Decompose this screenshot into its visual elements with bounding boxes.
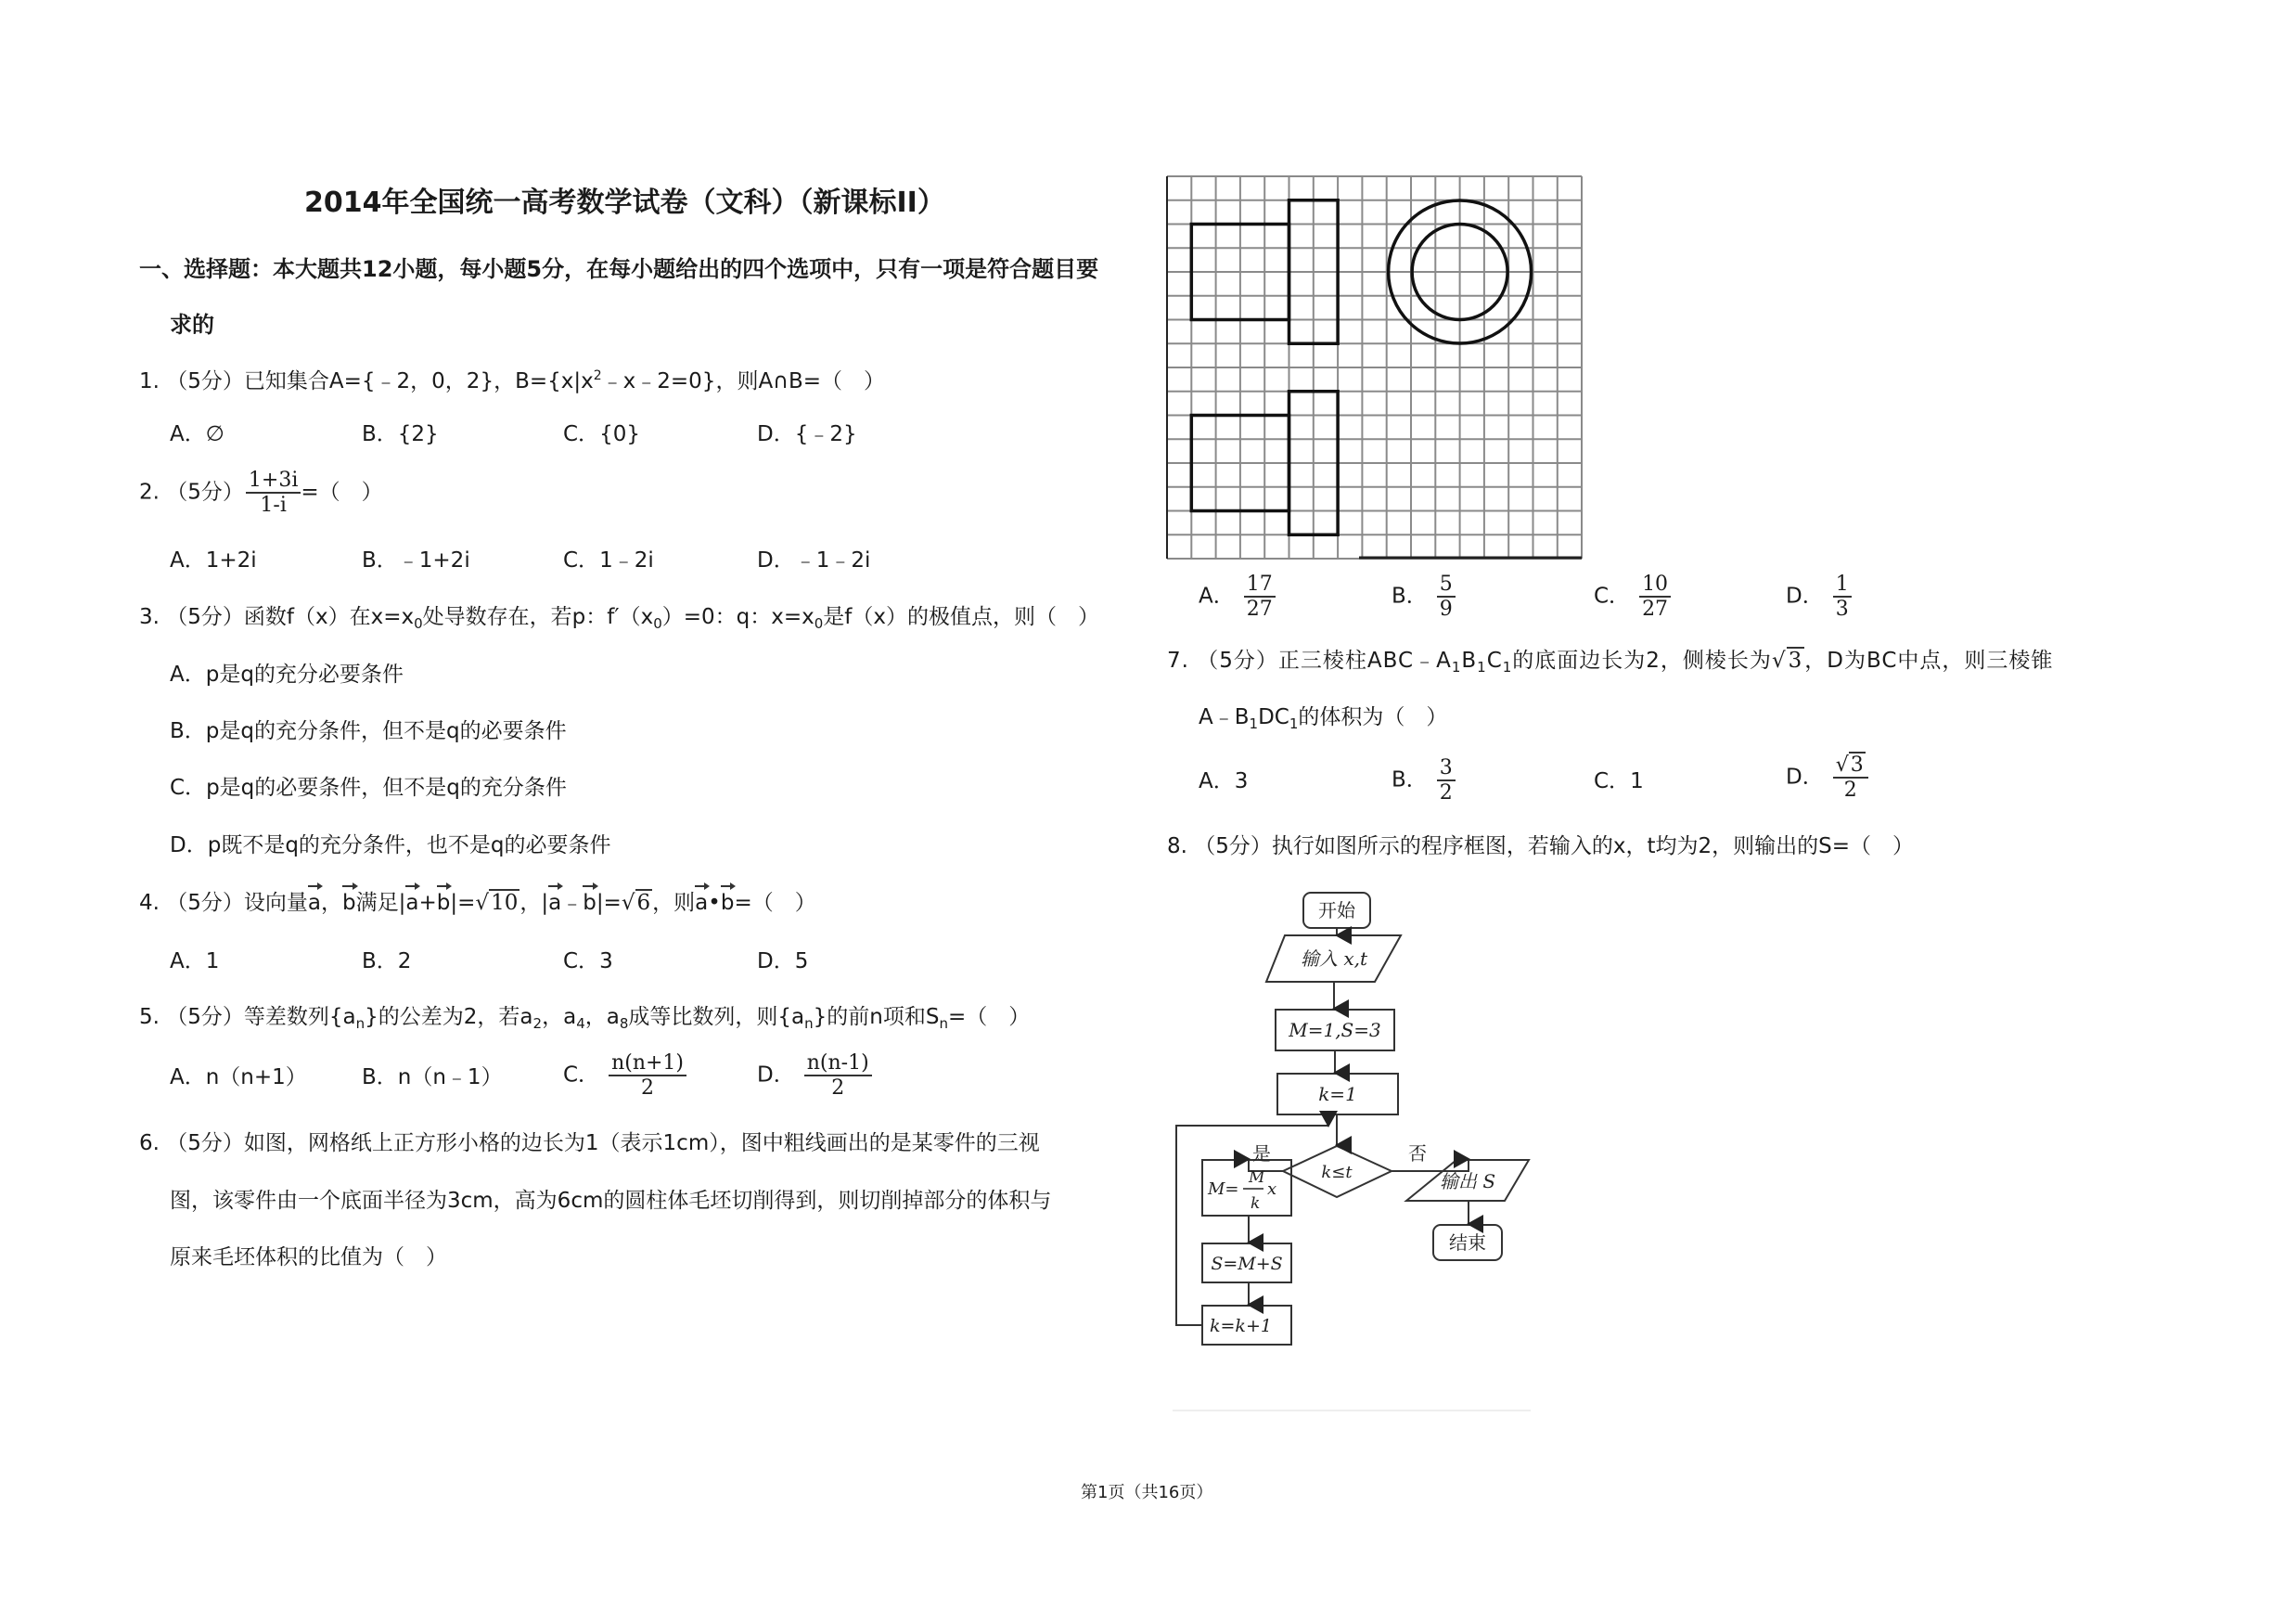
three-view-grid-figure [1164, 174, 1586, 563]
q1-option-d[interactable]: D．{﹣2} [757, 422, 857, 446]
q7-option-b[interactable]: B． $\frac{3}{2}$ [1392, 756, 1456, 805]
flow-k-init-label: k=1 [1318, 1083, 1357, 1105]
flow-no-label: 否 [1408, 1142, 1427, 1165]
q2-option-b[interactable]: B．﹣1+2i [362, 548, 470, 573]
question-2: 2. （5分） $\frac{1+3i}{1-i}$ =（ ） [139, 469, 383, 517]
q2-option-d[interactable]: D．﹣1﹣2i [757, 548, 871, 573]
q6-option-d[interactable]: D． $\frac{1}{3}$ [1786, 573, 1852, 621]
vector-b: b [342, 891, 356, 915]
question-7: 7. （5分）正三棱柱$ABC﹣A_1B_1C_1$的底面边长为2，侧棱长为√3，D为BC中点，则三棱锥 [1167, 649, 2054, 676]
question-stem: 已知集合A={﹣2，0，2}，B={x|x [243, 369, 594, 393]
q3-option-d[interactable]: D．p既不是q的充分条件，也不是q的必要条件 [170, 833, 611, 857]
exam-title: 2014年全国统一高考数学试卷（文科）（新课标II） [304, 187, 945, 219]
q6-option-c[interactable]: C． $\frac{10}{27}$ [1594, 573, 1671, 621]
sqrt-symbol: √10 [475, 891, 519, 915]
q7-option-d[interactable]: D． $\frac{√3}{2}$ [1786, 754, 1868, 802]
question-7-line-2: $A﹣B_1DC_1$的体积为（ ） [1199, 705, 1448, 732]
question-8: 8. （5分）执行如图所示的程序框图，若输入的x，t均为2，则输出的S=（ ） [1167, 834, 1915, 858]
flow-yes-label: 是 [1252, 1142, 1271, 1165]
q2-option-a[interactable]: A．1+2i [170, 548, 257, 573]
svg-text:k: k [1251, 1194, 1261, 1213]
q1-option-c[interactable]: C．{0} [563, 422, 640, 446]
question-score: （5分） [166, 369, 244, 393]
q3-option-c[interactable]: C．p是q的必要条件，但不是q的充分条件 [170, 776, 567, 800]
q7-option-a[interactable]: A．3 [1199, 769, 1249, 793]
question-3: 3. （5分）函数f（x）在$x=x_0$处导数存在，若p：$f'(x_0)=0$：q：$x=x_0$是f（x）的极值点，则（ ） [139, 605, 1099, 632]
section-heading: 一、选择题：本大题共12小题，每小题5分，在每小题给出的四个选项中，只有一项是符合题目要 [139, 256, 1099, 282]
question-6-line-2: 图，该零件由一个底面半径为3cm，高为6cm的圆柱体毛坯切削得到，则切削掉部分的体积与 [170, 1189, 1052, 1213]
flow-k-increment-label: k=k+1 [1210, 1316, 1272, 1336]
flow-condition-label: k≤t [1321, 1163, 1353, 1182]
q6-option-a[interactable]: A． $\frac{17}{27}$ [1199, 573, 1276, 621]
q5-option-d[interactable]: D． $\frac{n(n-1)}{2}$ [757, 1051, 872, 1100]
flow-end-label: 结束 [1449, 1231, 1486, 1254]
flow-input-label: 输入 x,t [1300, 947, 1368, 970]
q1-option-b[interactable]: B．{2} [362, 422, 439, 446]
question-6-line-3: 原来毛坯体积的比值为（ ） [170, 1245, 447, 1269]
question-1: 1. （5分）已知集合A={﹣2，0，2}，$B=\{x|x^2﹣x﹣2=0\}$，则A∩B=（ ） [139, 368, 886, 393]
q3-option-b[interactable]: B．p是q的充分条件，但不是q的必要条件 [170, 719, 567, 743]
q5-option-a[interactable]: A．n（n+1） [170, 1065, 307, 1089]
q4-option-b[interactable]: B．2 [362, 949, 412, 973]
q5-option-b[interactable]: B．n（n﹣1） [362, 1065, 503, 1089]
q4-option-a[interactable]: A．1 [170, 949, 220, 973]
q6-option-b[interactable]: B． $\frac{5}{9}$ [1392, 573, 1456, 621]
vector-a: a [307, 891, 322, 915]
svg-text:M: M [1249, 1168, 1265, 1187]
question-6: 6. （5分）如图，网格纸上正方形小格的边长为1（表示1cm），图中粗线画出的是某零件的三视 [139, 1131, 1040, 1155]
q3-option-a[interactable]: A．p是q的充分必要条件 [170, 663, 404, 687]
question-4: 4. （5分）设向量a，b满足|a+b|=√10，|a﹣b|=√6，则a•b=（ ） [139, 891, 816, 915]
flow-output-label: 输出 S [1439, 1170, 1496, 1192]
q2-option-c[interactable]: C．1﹣2i [563, 548, 654, 573]
q1-option-a[interactable]: A．∅ [170, 422, 224, 446]
q4-option-d[interactable]: D．5 [757, 949, 809, 973]
svg-text:x: x [1267, 1179, 1277, 1199]
flow-m-update-lhs: M= [1208, 1179, 1239, 1199]
page-footer: 第1页（共16页） [1081, 1483, 1213, 1502]
program-flowchart [1169, 882, 1558, 1420]
section-heading-cont: 求的 [170, 312, 214, 338]
flow-s-update-label: S=M+S [1211, 1254, 1283, 1274]
flow-init-label: M=1,S=3 [1289, 1019, 1381, 1041]
question-number: 1. [139, 369, 160, 393]
flow-start-label: 开始 [1318, 899, 1355, 921]
question-5: 5. （5分）等差数列$\{a_n\}$的公差为2，若$a_2$，$a_4$，$a_8$成等比数列，则$\{a_n\}$的前n项和$S_n=$（ ） [139, 1005, 1031, 1032]
q4-option-c[interactable]: C．3 [563, 949, 613, 973]
q5-option-c[interactable]: C． $\frac{n(n+1)}{2}$ [563, 1051, 686, 1100]
q7-option-c[interactable]: C．1 [1594, 769, 1644, 793]
